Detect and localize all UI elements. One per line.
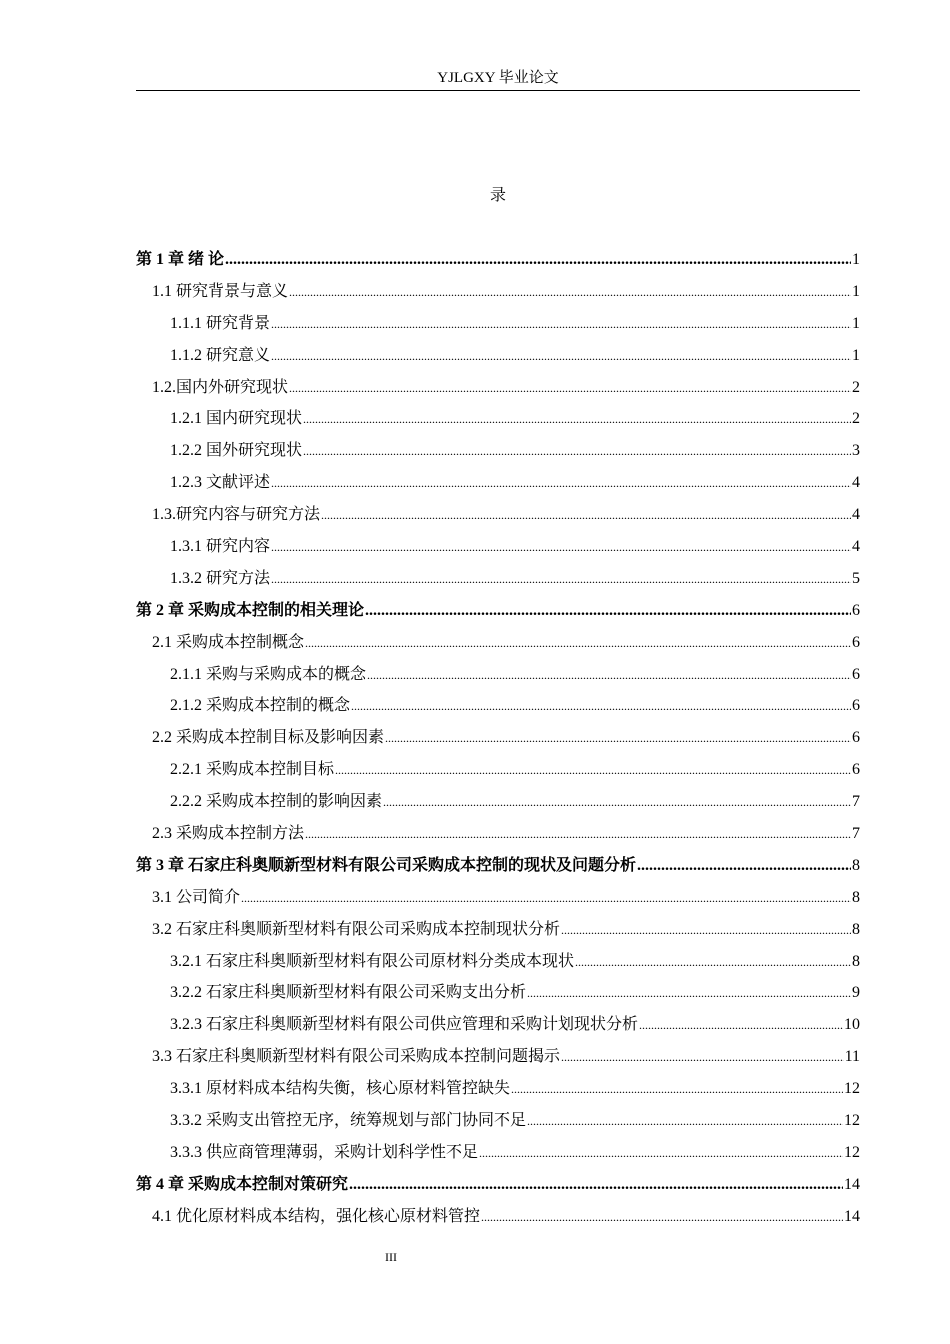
toc-dot-leader [271,535,851,559]
toc-dot-leader [289,376,851,400]
toc-entry[interactable] [136,981,860,1013]
toc-entry-page: 1 [852,282,860,300]
toc-entry-page: 7 [852,793,860,811]
toc-entry-page: 8 [852,952,860,970]
toc-entry-label: 2.2.1 采购成本控制目标 [170,761,335,779]
toc-entry[interactable] [136,535,860,567]
toc-dot-leader [365,599,851,623]
toc-entry-page: 10 [844,1016,860,1034]
toc-entry[interactable] [136,790,860,822]
toc-entry[interactable] [136,1109,860,1141]
toc-entry-label: 2.2 采购成本控制目标及影响因素 [152,729,385,747]
toc-entry-page: 9 [852,984,860,1002]
toc-entry-label: 第 3 章 石家庄科奥顺新型材料有限公司采购成本控制的现状及问题分析 [136,856,637,874]
toc-dot-leader [639,1013,843,1037]
toc-entry-page: 8 [852,888,860,906]
toc-entry[interactable] [136,407,860,439]
toc-entry-label: 1.3.2 研究方法 [170,569,271,587]
toc-entry-label: 3.3.2 采购支出管控无序，统筹规划与部门协同不足 [170,1112,527,1130]
toc-entry[interactable] [136,758,860,790]
toc-dot-leader [561,918,851,942]
page-number: III [385,1250,397,1264]
toc-entry[interactable] [136,663,860,695]
toc-title: 录 [489,187,506,204]
toc-entry-page: 4 [852,474,860,492]
toc-entry-page: 4 [852,538,860,556]
toc-dot-leader [637,854,851,878]
toc-dot-leader [561,1045,844,1069]
toc-entry-page: 3 [852,442,860,460]
toc-entry-page: 12 [844,1112,860,1130]
toc-entry-label: 第 4 章 采购成本控制对策研究 [136,1175,349,1193]
toc-entry[interactable] [136,822,860,854]
toc-entry-label: 2.1 采购成本控制概念 [152,633,305,651]
toc-entry-label: 1.2.3 文献评述 [170,474,271,492]
toc-entry[interactable] [136,471,860,503]
toc-entry-page: 6 [852,729,860,747]
toc-entry[interactable] [136,1205,860,1237]
toc-entry[interactable] [136,694,860,726]
toc-entry-page: 8 [852,856,860,874]
toc-entry[interactable] [136,312,860,344]
toc-entry-page: 14 [844,1207,860,1225]
toc-entry-page: 6 [852,761,860,779]
toc-entry-page: 12 [844,1143,860,1161]
toc-entry-page: 1 [852,251,860,268]
page-header: YJLGXY 毕业论文 [437,70,559,86]
toc-entry-label: 3.2 石家庄科奥顺新型材料有限公司采购成本控制现状分析 [152,920,561,938]
toc-entry-label: 2.2.2 采购成本控制的影响因素 [170,793,383,811]
toc-entry-label: 2.1.1 采购与采购成本的概念 [170,665,367,683]
toc-entry-label: 2.3 采购成本控制方法 [152,825,305,843]
toc-entry[interactable] [136,1045,860,1077]
toc-entry-label: 1.2.国内外研究现状 [152,378,289,396]
toc-entry-page: 5 [852,569,860,587]
toc-entry-label: 3.2.2 石家庄科奥顺新型材料有限公司采购支出分析 [170,984,527,1002]
toc-entry-label: 3.2.1 石家庄科奥顺新型材料有限公司原材料分类成本现状 [170,952,575,970]
table-of-contents [136,248,860,1237]
toc-entry[interactable] [136,950,860,982]
toc-entry-label: 1.1.2 研究意义 [170,346,271,364]
toc-entry-page: 6 [852,665,860,683]
toc-dot-leader [335,758,851,782]
toc-entry[interactable] [136,726,860,758]
toc-dot-leader [271,312,851,336]
toc-entry-label: 3.3.3 供应商管理薄弱，采购计划科学性不足 [170,1143,479,1161]
header-rule [136,90,860,91]
toc-dot-leader [271,471,851,495]
toc-entry-page: 12 [844,1080,860,1098]
toc-dot-leader [225,248,851,272]
toc-dot-leader [321,503,851,527]
toc-entry[interactable] [136,1077,860,1109]
toc-dot-leader [527,981,851,1005]
toc-entry-label: 1.3.1 研究内容 [170,538,271,556]
toc-entry-label: 3.2.3 石家庄科奥顺新型材料有限公司供应管理和采购计划现状分析 [170,1016,639,1034]
toc-entry-label: 3.3 石家庄科奥顺新型材料有限公司采购成本控制问题揭示 [152,1048,561,1066]
toc-entry-label: 3.1 公司简介 [152,888,241,906]
toc-entry[interactable] [136,503,860,535]
toc-entry-page: 2 [852,378,860,396]
toc-entry-page: 6 [852,601,860,619]
toc-dot-leader [527,1109,843,1133]
toc-entry[interactable] [136,280,860,312]
toc-entry-label: 1.2.2 国外研究现状 [170,442,303,460]
toc-entry[interactable] [136,1013,860,1045]
toc-entry[interactable] [136,1141,860,1173]
toc-entry-label: 第 2 章 采购成本控制的相关理论 [136,601,365,619]
toc-entry-page: 6 [852,697,860,715]
toc-entry-label: 1.1.1 研究背景 [170,314,271,332]
toc-entry-label: 1.3.研究内容与研究方法 [152,506,321,524]
toc-entry-page: 1 [852,314,860,332]
toc-entry-label: 2.1.2 采购成本控制的概念 [170,697,351,715]
toc-entry[interactable] [136,886,860,918]
toc-entry-page: 8 [852,920,860,938]
toc-dot-leader [351,694,851,718]
toc-entry[interactable] [136,599,860,631]
toc-dot-leader [305,631,851,655]
toc-dot-leader [575,950,851,974]
toc-entry[interactable] [136,854,860,886]
toc-entry-label: 第 1 章 绪 论 [136,251,225,268]
toc-entry[interactable] [136,567,860,599]
toc-dot-leader [303,407,851,431]
toc-entry-label: 3.3.1 原材料成本结构失衡，核心原材料管控缺失 [170,1080,511,1098]
toc-dot-leader [349,1173,843,1197]
toc-dot-leader [511,1077,843,1101]
toc-dot-leader [271,344,851,368]
toc-entry[interactable] [136,376,860,408]
toc-entry[interactable] [136,918,860,950]
toc-dot-leader [481,1205,843,1229]
toc-entry-label: 4.1 优化原材料成本结构，强化核心原材料管控 [152,1207,481,1225]
toc-entry[interactable] [136,248,860,280]
toc-entry[interactable] [136,344,860,376]
toc-dot-leader [271,567,851,591]
toc-entry-page: 6 [852,633,860,651]
toc-dot-leader [289,280,851,304]
toc-entry[interactable] [136,1173,860,1205]
toc-entry-label: 1.1 研究背景与意义 [152,282,289,300]
toc-dot-leader [479,1141,843,1165]
toc-entry[interactable] [136,631,860,663]
toc-entry-page: 1 [852,346,860,364]
toc-dot-leader [305,822,851,846]
toc-dot-leader [385,726,851,750]
toc-entry-page: 4 [852,506,860,524]
toc-dot-leader [383,790,851,814]
toc-entry-page: 14 [844,1175,860,1193]
toc-entry-page: 11 [844,1048,860,1066]
toc-entry-page: 7 [852,825,860,843]
toc-entry-label: 1.2.1 国内研究现状 [170,410,303,428]
toc-entry[interactable] [136,439,860,471]
toc-dot-leader [241,886,851,910]
toc-entry-page: 2 [852,410,860,428]
toc-dot-leader [367,663,851,687]
toc-dot-leader [303,439,851,463]
